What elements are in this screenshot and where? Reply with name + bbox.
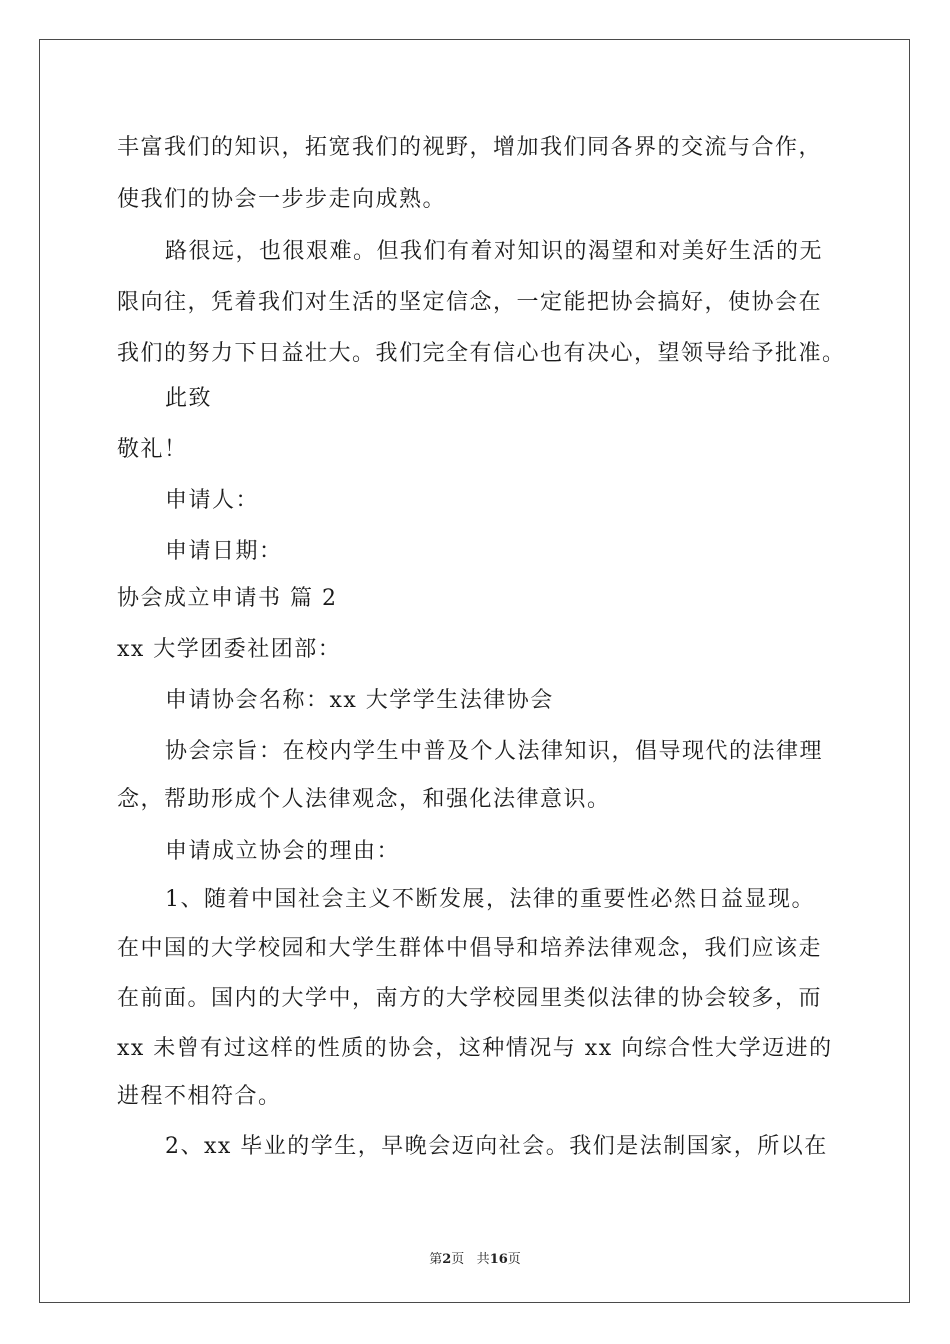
body-line: 念，帮助形成个人法律观念，和强化法律意识。 <box>117 787 611 812</box>
footer-page-number: 2 <box>442 1252 452 1267</box>
page-border <box>39 39 910 1303</box>
body-line: 2、xx 毕业的学生，早晚会迈向社会。我们是法制国家，所以在 <box>165 1134 828 1159</box>
body-line: 在中国的大学校园和大学生群体中倡导和培养法律观念，我们应该走 <box>117 936 823 961</box>
body-line: xx 未曾有过这样的性质的协会，这种情况与 xx 向综合性大学迈进的 <box>117 1036 833 1061</box>
closing-regards: 敬礼！ <box>117 437 188 462</box>
closing-salutation: 此致 <box>165 386 213 411</box>
body-line: 申请成立协会的理由： <box>165 839 401 864</box>
body-line: 使我们的协会一步步走向成熟。 <box>117 187 447 212</box>
footer-page-prefix: 第 <box>429 1252 443 1267</box>
applicant-label: 申请人： <box>165 488 260 513</box>
body-line: 限向往，凭着我们对生活的坚定信念，一定能把协会搞好，使协会在 <box>117 290 823 315</box>
footer-total-suffix: 页 <box>507 1252 521 1267</box>
body-line: 丰富我们的知识，拓宽我们的视野，增加我们同各界的交流与合作， <box>117 135 823 160</box>
footer-total-prefix: 共 <box>476 1252 490 1267</box>
addressee: xx 大学团委社团部： <box>117 637 342 662</box>
body-line: 我们的努力下日益壮大。我们完全有信心也有决心，望领导给予批准。 <box>117 341 846 366</box>
body-line: 路很远，也很艰难。但我们有着对知识的渴望和对美好生活的无 <box>165 239 824 264</box>
page-footer <box>0 1248 950 1267</box>
body-line: 申请协会名称：xx 大学学生法律协会 <box>165 688 554 713</box>
body-line: 在前面。国内的大学中，南方的大学校园里类似法律的协会较多，而 <box>117 986 823 1011</box>
body-line: 1、随着中国社会主义不断发展，法律的重要性必然日益显现。 <box>165 887 815 912</box>
footer-total-pages: 16 <box>489 1252 508 1267</box>
footer-page-suffix: 页 <box>451 1252 465 1267</box>
body-line: 协会宗旨：在校内学生中普及个人法律知识，倡导现代的法律理 <box>165 739 824 764</box>
section-heading: 协会成立申请书 篇 2 <box>117 586 338 611</box>
body-line: 进程不相符合。 <box>117 1084 282 1109</box>
application-date-label: 申请日期： <box>165 539 283 564</box>
